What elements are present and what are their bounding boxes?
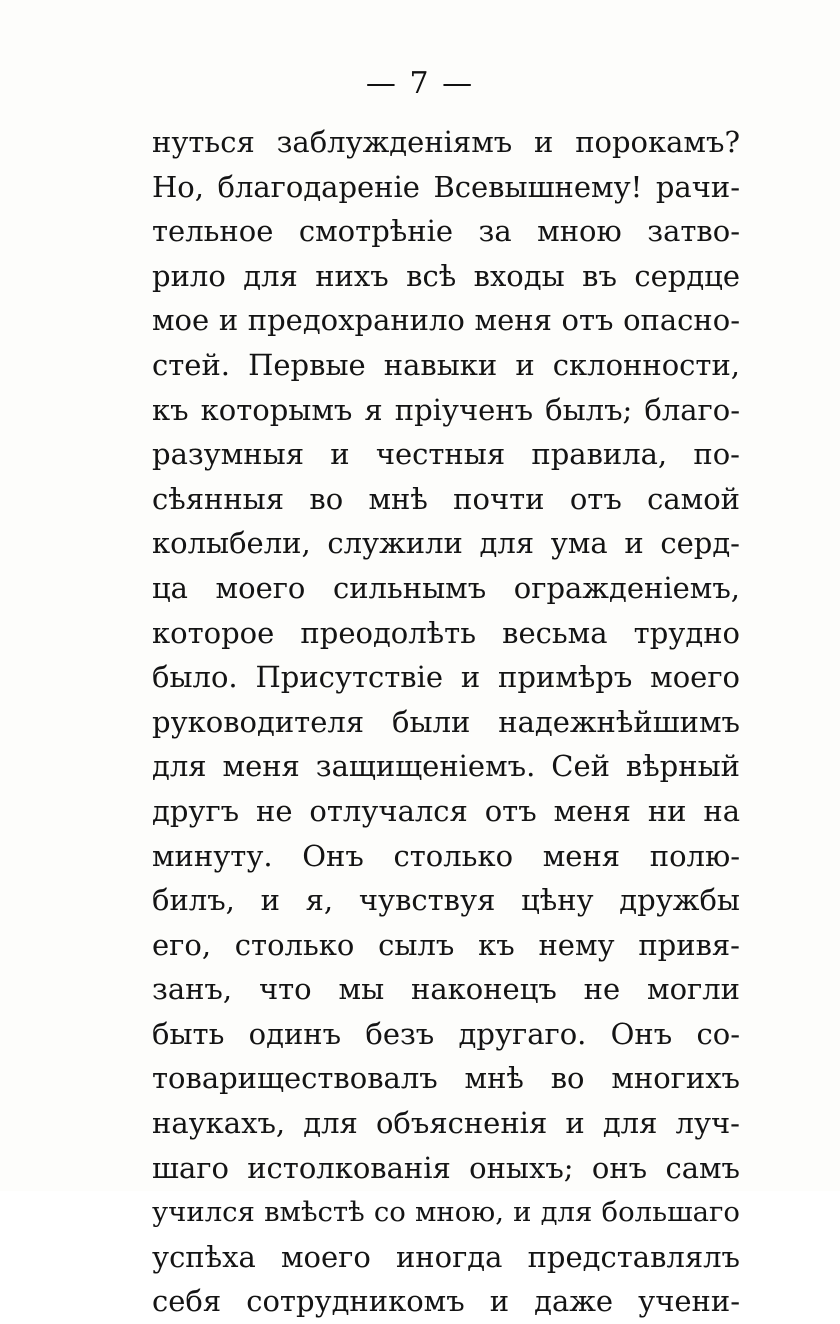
text-line: минуту. Онъ столько меня полю- (152, 838, 740, 873)
text-line: другъ не отлучался отъ меня ни на (152, 793, 740, 828)
text-line: тельное смотрѣніе за мною затво- (152, 214, 740, 249)
body-text (152, 120, 740, 1324)
text-line: учился вмѣстѣ со мною, и для большаго (152, 1196, 740, 1229)
text-line: успѣха моего иногда представлялъ (152, 1239, 740, 1274)
text-line: разумныя и честныя правила, по- (152, 437, 740, 472)
text-line: билъ, и я, чувствуя цѣну дружбы (152, 883, 740, 918)
text-line: занъ, что мы наконецъ не могли (152, 972, 740, 1007)
text-line: шаго истолкованія оныхъ; онъ самъ (152, 1150, 740, 1185)
text-line: руководителя были надежнѣйшимъ (152, 704, 740, 739)
text-line: Но, благодареніе Всевышнему! рачи- (152, 169, 740, 204)
text-line: быть одинъ безъ другаго. Онъ со- (152, 1016, 740, 1051)
text-line: сѣянныя во мнѣ почти отъ самой (152, 481, 740, 516)
text-line: нуться заблужденіямъ и порокамъ? (152, 125, 740, 159)
text-line: его, столько сылъ къ нему привя- (152, 927, 740, 962)
text-line: мое и предохранило меня отъ опасно- (152, 303, 740, 338)
text-line: которое преодолѣть весьма трудно (152, 615, 740, 650)
text-line: наукахъ, для объясненія и для луч- (152, 1106, 740, 1141)
page-number: — 7 — (365, 66, 475, 101)
text-line: ца моего сильнымъ огражденіемъ, (152, 570, 740, 605)
text-line: колыбели, служили для ума и серд- (152, 526, 740, 561)
text-line: рило для нихъ всѣ входы въ сердце (152, 258, 740, 293)
text-line: къ которымъ я пріученъ былъ; благо- (152, 392, 740, 427)
text-line: для меня защищеніемъ. Сей вѣрный (152, 749, 740, 784)
text-line: себя сотрудникомъ и даже учени- (152, 1284, 740, 1319)
text-line: было. Присутствіе и примѣръ моего (152, 660, 740, 695)
text-line: стей. Первые навыки и склонности, (152, 347, 740, 382)
text-line: товариществовалъ мнѣ во многихъ (152, 1061, 740, 1096)
